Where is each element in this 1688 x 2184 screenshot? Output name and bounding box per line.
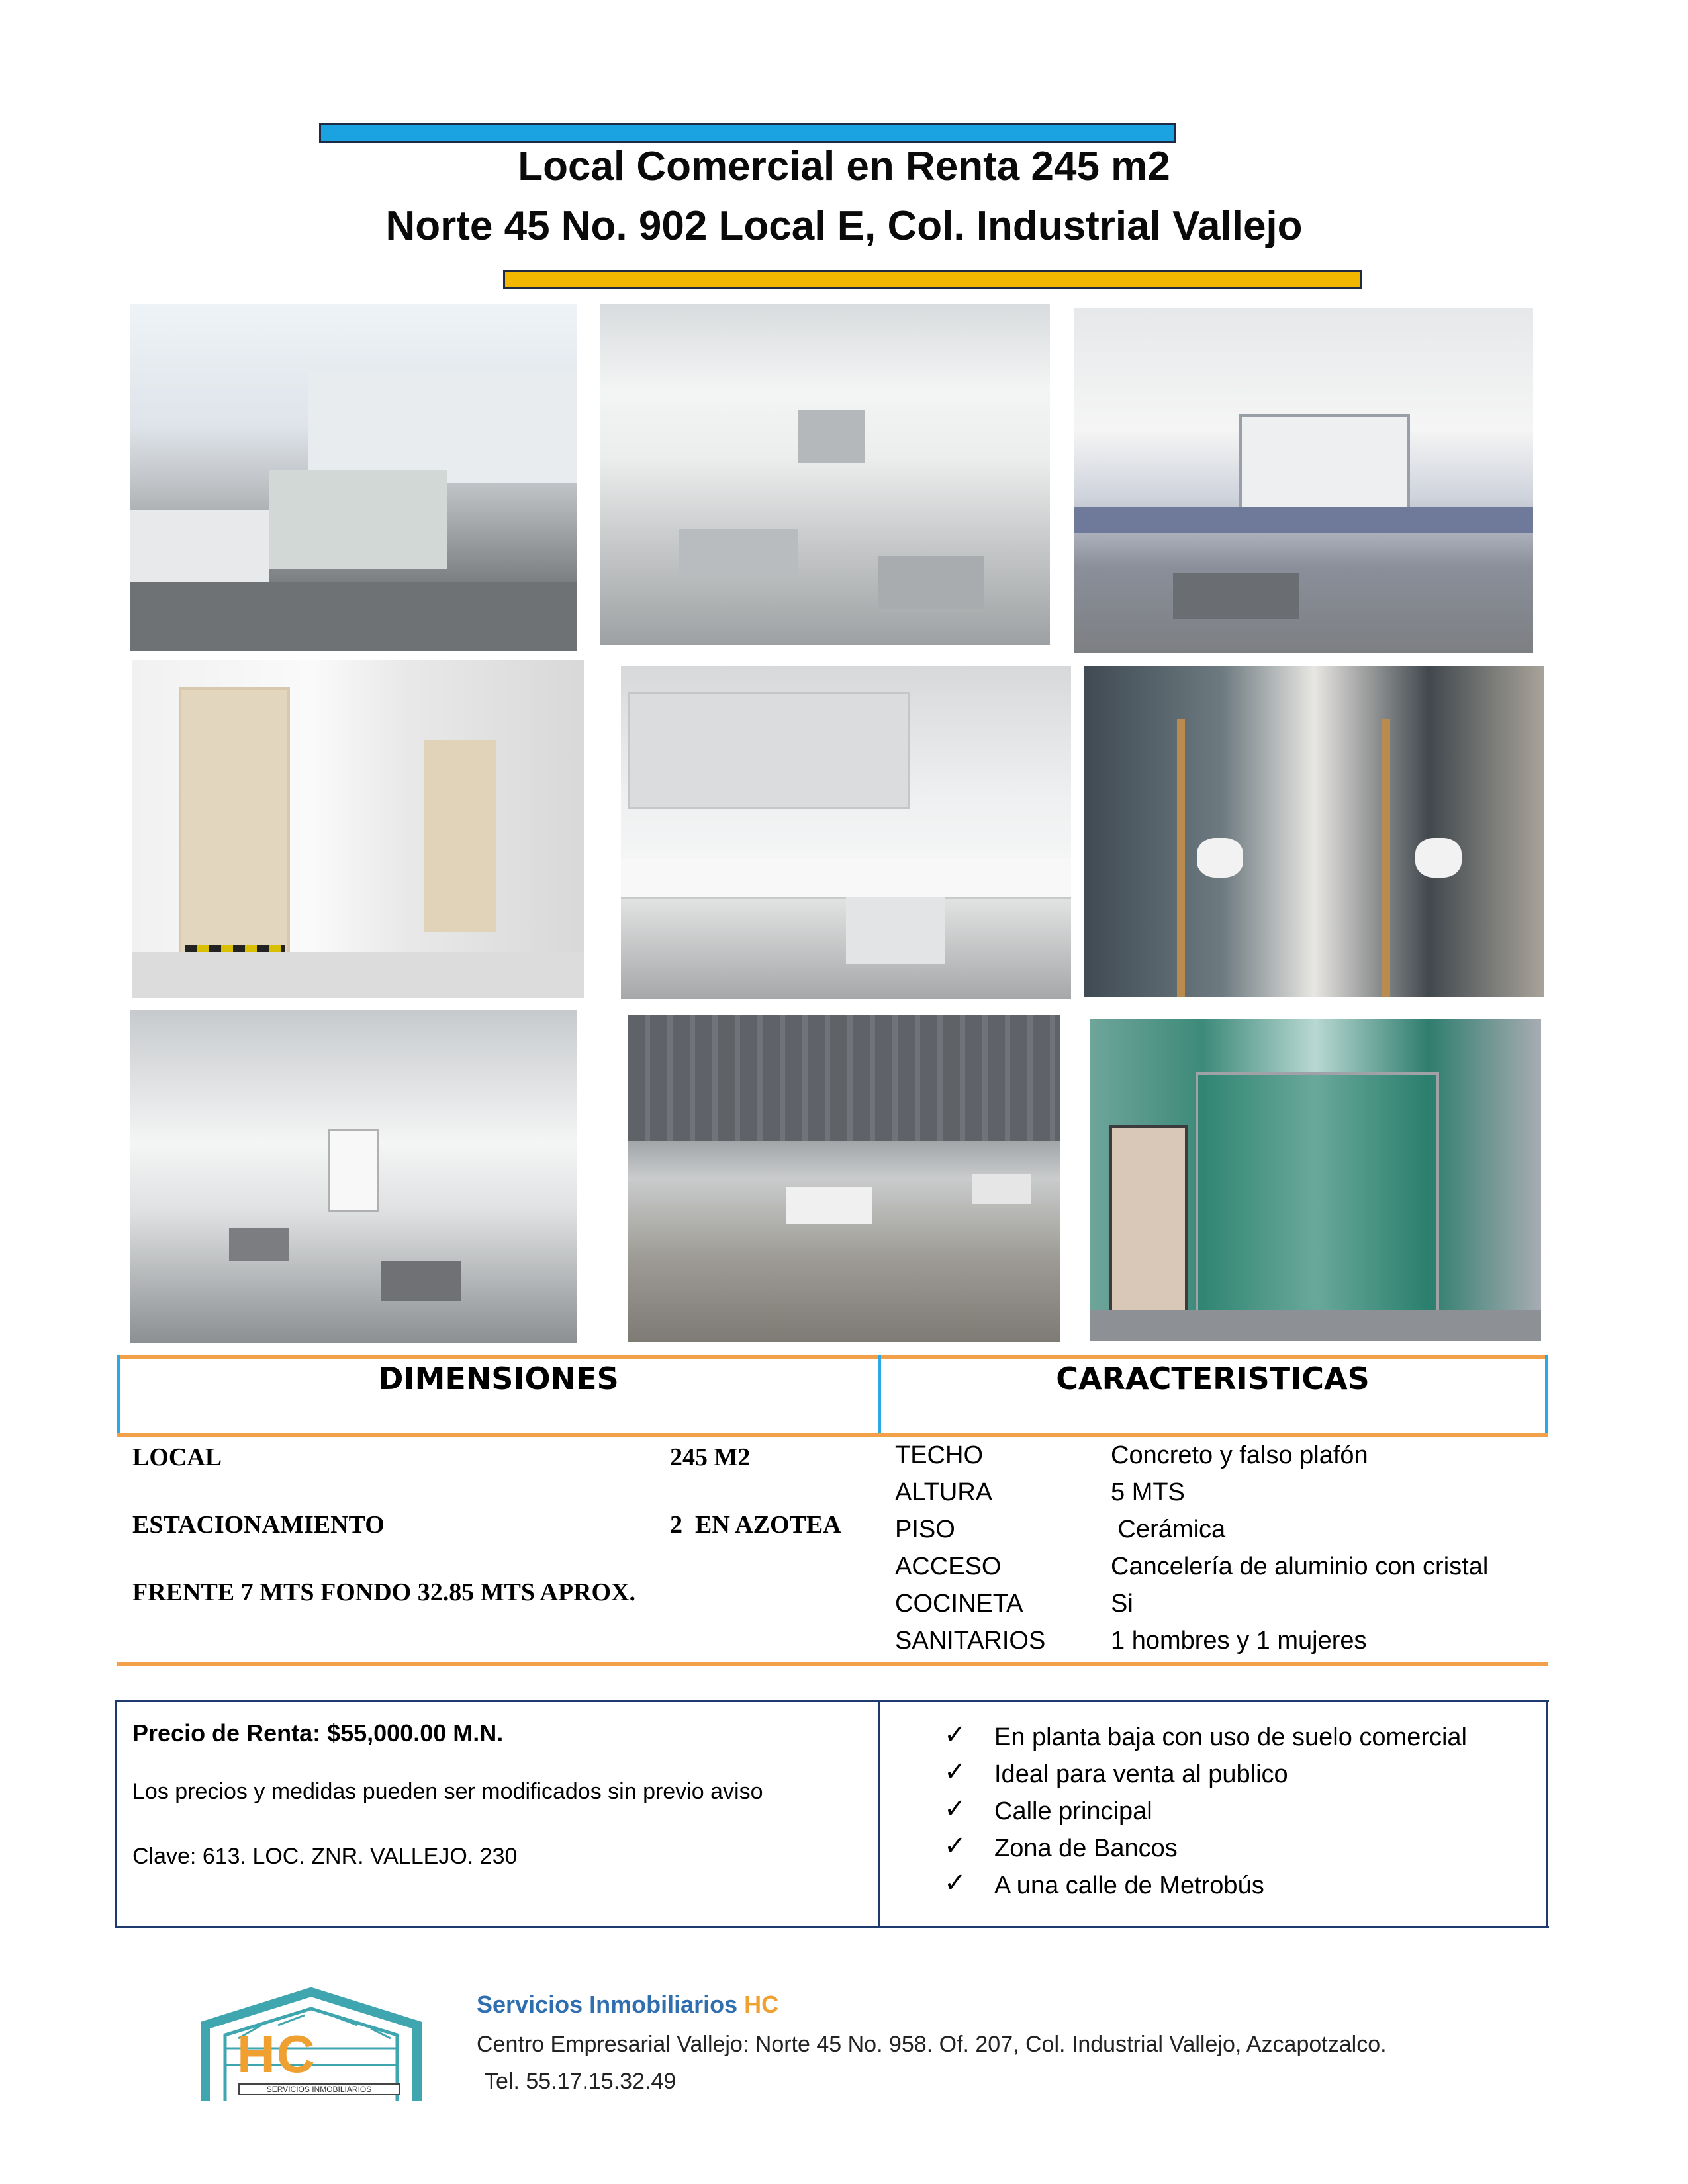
feature-altura-label: ALTURA (895, 1479, 993, 1506)
check-icon: ✓ (944, 1756, 966, 1787)
dimension-frente-text: FRENTE 7 MTS FONDO 32.85 MTS APROX. (132, 1578, 636, 1606)
feature-piso-label: PISO (895, 1516, 955, 1543)
logo-letters: HC (237, 2025, 316, 2083)
interior-back-photo (1074, 308, 1533, 653)
check-icon: ✓ (944, 1868, 966, 1898)
feature-cocineta-value: Si (1111, 1590, 1133, 1617)
check-icon: ✓ (944, 1794, 966, 1824)
dimension-parking-value: 2 EN AZOTEA (670, 1511, 841, 1539)
blue-accent-bar (319, 123, 1176, 143)
dimension-local-label: LOCAL (132, 1443, 222, 1471)
feature-piso-value: Cerámica (1111, 1516, 1226, 1543)
table2-left-border (115, 1700, 117, 1927)
feature-acceso-value: Cancelería de aluminio con cristal (1111, 1553, 1489, 1580)
highlight-item: Zona de Bancos (994, 1835, 1178, 1862)
highlight-item: A una calle de Metrobús (994, 1872, 1264, 1899)
company-logo (199, 1985, 424, 2105)
dimension-parking-label: ESTACIONAMIENTO (132, 1511, 385, 1539)
price-disclaimer: Los precios y medidas pueden ser modificados sin previo aviso (132, 1779, 763, 1804)
company-name (477, 1991, 778, 2019)
dimensiones-header: DIMENSIONES (378, 1361, 619, 1396)
restrooms-photo (1084, 666, 1544, 997)
company-name-prefix: Servicios Inmobiliarios (477, 1991, 745, 2018)
feature-sanitarios-value: 1 hombres y 1 mujeres (1111, 1627, 1367, 1655)
doors-photo (132, 660, 584, 998)
highlight-item: Calle principal (994, 1797, 1152, 1825)
table1-right-border (1545, 1355, 1548, 1435)
check-icon: ✓ (944, 1719, 966, 1750)
rooftop-parking-photo (628, 1015, 1060, 1342)
table2-right-border (1546, 1700, 1548, 1927)
feature-techo-label: TECHO (895, 1441, 983, 1469)
kitchenette-photo (621, 666, 1071, 999)
company-name-hc: HC (744, 1991, 779, 2018)
interior-depth-photo (130, 1010, 577, 1343)
table1-bottom-border (117, 1662, 1548, 1666)
property-code: Clave: 613. LOC. ZNR. VALLEJO. 230 (132, 1844, 518, 1869)
glass-entrance-photo (1090, 1019, 1541, 1341)
feature-altura-value: 5 MTS (1111, 1479, 1185, 1506)
table2-top-border (115, 1700, 1549, 1702)
highlight-item: Ideal para venta al publico (994, 1760, 1288, 1788)
check-icon: ✓ (944, 1831, 966, 1861)
caracteristicas-header: CARACTERISTICAS (1056, 1361, 1370, 1396)
interior-hall-photo (600, 304, 1050, 645)
feature-acceso-label: ACCESO (895, 1553, 1002, 1580)
table2-bottom-border (115, 1926, 1549, 1928)
feature-sanitarios-label: SANITARIOS (895, 1627, 1046, 1655)
table1-top-border (117, 1355, 1548, 1359)
page-subtitle-address: Norte 45 No. 902 Local E, Col. Industrial Vallejo (385, 203, 1303, 249)
page-title: Local Comercial en Renta 245 m2 (518, 144, 1170, 189)
feature-techo-value: Concreto y falso plafón (1111, 1441, 1368, 1469)
highlight-item: En planta baja con uso de suelo comercial (994, 1723, 1468, 1751)
table1-header-divider (117, 1433, 1548, 1437)
yellow-accent-bar (503, 270, 1362, 289)
logo-caption: SERVICIOS INMOBILIARIOS (238, 2083, 400, 2095)
company-address: Centro Empresarial Vallejo: Norte 45 No. 958. Of. 207, Col. Industrial Vallejo, Azcapotzalco. (477, 2032, 1387, 2057)
dimension-local-value: 245 M2 (670, 1443, 751, 1471)
table2-middle-border (878, 1700, 880, 1927)
street-facade-photo (130, 304, 577, 651)
feature-cocineta-label: COCINETA (895, 1590, 1023, 1617)
company-phone: Tel. 55.17.15.32.49 (485, 2069, 677, 2094)
rent-price: Precio de Renta: $55,000.00 M.N. (132, 1719, 504, 1747)
